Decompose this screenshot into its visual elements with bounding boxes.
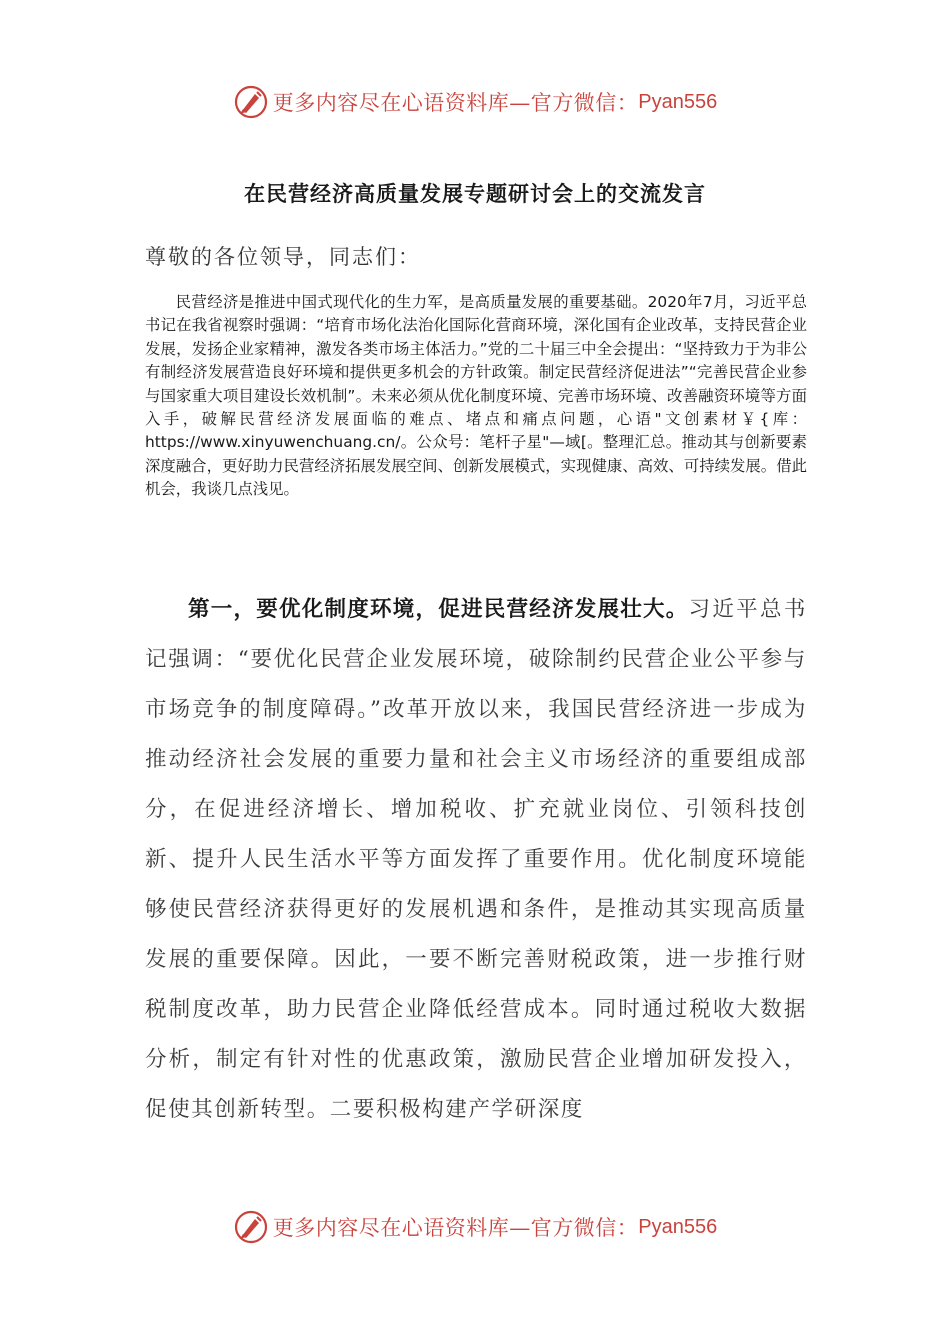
pen-nib-logo-icon: [233, 1209, 269, 1245]
intro-paragraph: 民营经济是推进中国式现代化的生力军，是高质量发展的重要基础。2020年7月，习近平总书记在我省视察时强调：“培育市场化法治化国际化营商环境，深化国有企业改革，支持民营企业发展，发扬企业家精神，激发各类市场主体活力。”党的二十届三中全会提出：“坚持致力于为非公有制经济发展营造良好环境和提供更多机会的方针政策。制定民营经济促进法”“完善民营企业参与国家重大项目建设长效机制”。未来必须从优化制度环境、完善市场环境、改善融资环境等方面入手，破解民营经济发展面临的难点、堵点和痛点问题，心语"文创素材￥{库：https://www.xinyuwenchuang.cn/。公众号：笔杆子星"—域[。整理汇总。推动其与创新要素深度融合，更好助力民营经济拓展发展空间、创新发展模式，实现健康、高效、可持续发展。借此机会，我谈几点浅见。: [145, 293, 807, 499]
document-title: 在民营经济高质量发展专题研讨会上的交流发言: [244, 182, 706, 206]
header-banner: [0, 82, 950, 122]
section-1-body: 习近平总书记强调：“要优化民营企业发展环境，破除制约民营企业公平参与市场竞争的制度障碍。”改革开放以来，我国民营经济进一步成为推动经济社会发展的重要力量和社会主义市场经济的重要组成部分，在促进经济增长、增加税收、扩充就业岗位、引领科技创新、提升人民生活水平等方面发挥了重要作用。优化制度环境能够使民营经济获得更好的发展机遇和条件，是推动其实现高质量发展的重要保障。因此，一要不断完善财税政策，进一步推行财税制度改革，助力民营企业降低经营成本。同时通过税收大数据分析，制定有针对性的优惠政策，激励民营企业增加研发投入，促使其创新转型。二要积极构建产学研深度: [145, 597, 807, 1122]
salutation: 尊敬的各位领导，同志们：: [145, 245, 421, 269]
section-1-paragraph: [145, 585, 807, 1135]
banner-text: 更多内容尽在心语资料库—官方微信：: [272, 91, 639, 115]
footer-banner: [0, 1207, 950, 1247]
wechat-id: Pyan556: [638, 1215, 718, 1238]
wechat-id: Pyan556: [638, 90, 718, 113]
pen-nib-logo-icon: [233, 84, 269, 120]
section-1-heading: 第一，要优化制度环境，促进民营经济发展壮大。: [188, 597, 689, 622]
banner-text: 更多内容尽在心语资料库—官方微信：: [272, 1216, 639, 1240]
